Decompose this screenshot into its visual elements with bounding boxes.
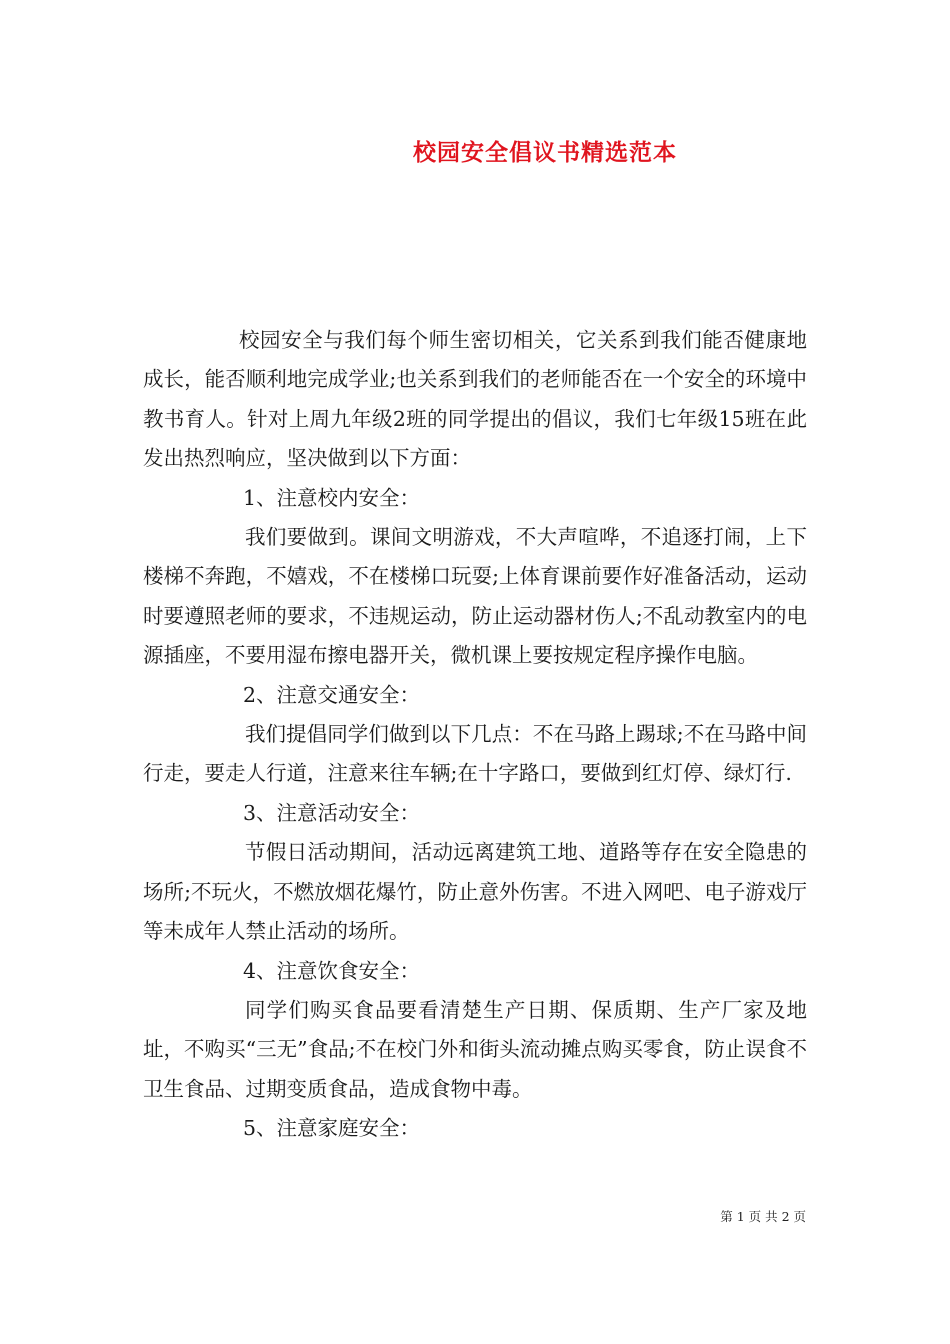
section-heading-2: 2、注意交通安全： <box>243 682 421 707</box>
intro-paragraph: 校园安全与我们每个师生密切相关，它关系到我们能否健康地成长，能否顺利地完成学业;也关系到我们的老师能否在一个安全的环境中教书育人。针对上周九年级2班的同学提出的倡议，我们七年级15班在此发出热烈响应，坚决做到以下方面： <box>143 328 807 471</box>
section-heading-3: 3、注意活动安全： <box>243 800 421 825</box>
document-title: 校园安全倡议书精选范本 <box>413 140 677 166</box>
section-heading-1: 1、注意校内安全： <box>243 485 421 510</box>
document-body <box>143 321 807 1149</box>
section-heading-4: 4、注意饮食安全： <box>243 958 421 983</box>
section-content-4: 同学们购买食品要看清楚生产日期、保质期、生产厂家及地址，不购买“三无”食品;不在校门外和街头流动摊点购买零食，防止误食不卫生食品、过期变质食品，造成食物中毒。 <box>143 997 807 1101</box>
section-content-3: 节假日活动期间，活动远离建筑工地、道路等存在安全隐患的场所;不玩火，不燃放烟花爆竹，防止意外伤害。不进入网吧、电子游戏厅等未成年人禁止活动的场所。 <box>143 840 807 944</box>
page-number-footer: 第 1 页 共 2 页 <box>720 1209 806 1224</box>
section-content-1: 我们要做到。课间文明游戏，不大声喧哗，不追逐打闹，上下楼梯不奔跑，不嬉戏，不在楼梯口玩耍;上体育课前要作好准备活动，运动时要遵照老师的要求，不违规运动，防止运动器材伤人;不乱动教室内的电源插座，不要用湿布擦电器开关，微机课上要按规定程序操作电脑。 <box>143 525 807 668</box>
section-content-2: 我们提倡同学们做到以下几点：不在马路上踢球;不在马路中间行走，要走人行道，注意来往车辆;在十字路口，要做到红灯停、绿灯行. <box>143 722 807 786</box>
section-heading-5: 5、注意家庭安全： <box>243 1116 421 1141</box>
